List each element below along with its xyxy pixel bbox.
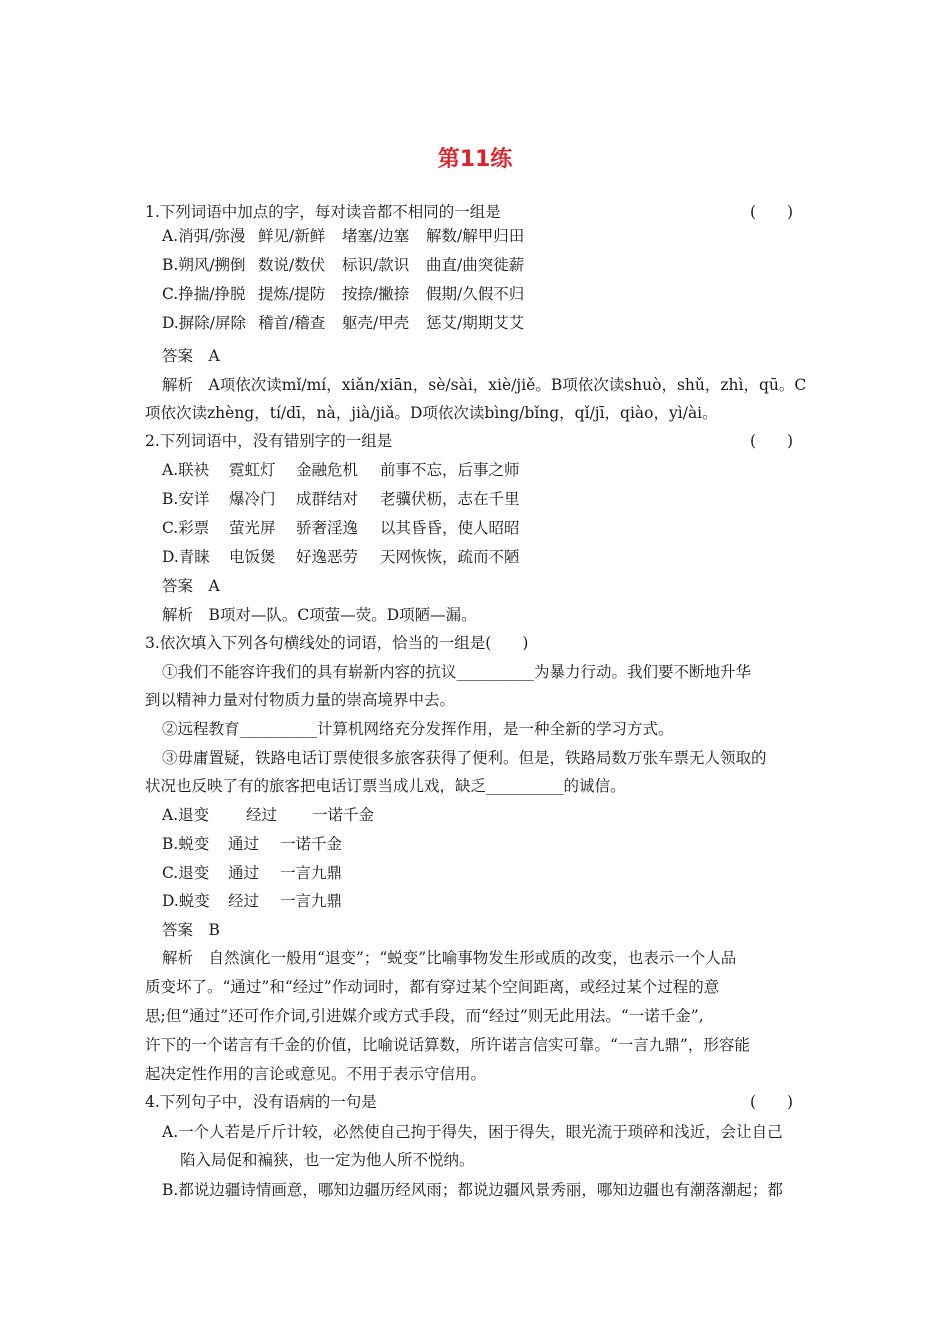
option-word: C.退变 xyxy=(162,864,210,882)
option-word: 提炼/提防 xyxy=(258,285,326,303)
option-word: 爆冷门 xyxy=(229,490,276,508)
option-word: 一诺千金 xyxy=(312,806,375,824)
option-word: B.朔风/搠倒 xyxy=(162,256,246,274)
option-word: 鲜见/新鲜 xyxy=(258,227,326,245)
option-word: 经过 xyxy=(228,892,260,910)
question-1-option-d xyxy=(162,313,524,333)
page-title: 第11练 xyxy=(437,147,513,172)
option-word: 通过 xyxy=(228,835,260,853)
option-word: A.联袂 xyxy=(162,461,210,479)
option-word: A.消弭/弥漫 xyxy=(162,227,246,245)
option-word: 按捺/撇捺 xyxy=(342,285,410,303)
option-word: 惩艾/期期艾艾 xyxy=(426,314,525,332)
option-word: 成群结对 xyxy=(296,490,359,508)
option-word: D.蜕变 xyxy=(162,892,210,910)
question-2-option-b xyxy=(162,489,520,509)
option-word: 通过 xyxy=(228,864,260,882)
question-1-answer: 答案 A xyxy=(162,347,220,365)
question-3-sentence-2: ②远程教育__________计算机网络充分发挥作用，是一种全新的学习方式。 xyxy=(162,720,674,738)
option-word: 以其昏昏，使人昭昭 xyxy=(380,519,520,537)
question-1-stem: 1.下列词语中加点的字，每对读音都不相同的一组是 xyxy=(145,203,501,221)
option-word: 电饭煲 xyxy=(229,548,276,566)
option-word: 天网恢恢，疏而不陋 xyxy=(380,548,520,566)
question-3-answer: 答案 B xyxy=(162,921,220,939)
option-word: 数说/数伏 xyxy=(258,256,326,274)
question-4-stem: 4.下列句子中，没有语病的一句是 xyxy=(145,1093,377,1111)
option-word: A.退变 xyxy=(162,806,210,824)
question-3-analysis-line-1: 解析 自然演化一般用“退变”；“蜕变”比喻事物发生形或质的改变，也表示一个人品 xyxy=(162,949,737,967)
question-2-analysis: 解析 B项对—队。C项萤—荧。D项陋—漏。 xyxy=(162,606,477,624)
question-1-analysis-line-1: 解析 A项依次读mǐ/mí，xiǎn/xiān，sè/sài，xiè/jiě。B项依次读shuò，shǔ，zhì，qū。C xyxy=(162,376,807,394)
question-2-option-a xyxy=(162,460,520,480)
question-2-option-c xyxy=(162,518,520,538)
option-word: C.挣揣/挣脱 xyxy=(162,285,246,303)
question-1-answer-blank: ( ) xyxy=(750,203,794,221)
question-3-option-a xyxy=(162,805,374,825)
question-1-option-a xyxy=(162,226,524,246)
question-3-option-b xyxy=(162,834,342,854)
question-3-sentence-1: ①我们不能容许我们的具有崭新内容的抗议__________为暴力行动。我们要不断地升华 xyxy=(162,663,752,681)
option-word: 曲直/曲突徙薪 xyxy=(426,256,525,274)
question-4-answer-blank: ( ) xyxy=(750,1093,794,1111)
option-word: 一言九鼎 xyxy=(280,892,343,910)
question-3-analysis-line-3: 思;但“通过”还可作介词,引进媒介或方式手段，而“经过”则无此用法。“一诺千金”, xyxy=(145,1007,704,1025)
question-2-option-d xyxy=(162,547,520,567)
option-word: B.安详 xyxy=(162,490,210,508)
question-3-stem: 3.依次填入下列各句横线处的词语，恰当的一组是( ) xyxy=(145,634,529,652)
question-3-sentence-1-cont: 到以精神力量对付物质力量的崇高境界中去。 xyxy=(145,691,456,709)
option-word: 骄奢淫逸 xyxy=(296,519,359,537)
option-word: 前事不忘，后事之师 xyxy=(380,461,520,479)
option-word: 躯壳/甲壳 xyxy=(342,314,410,332)
question-3-option-d xyxy=(162,891,342,911)
question-3-sentence-3-cont: 状况也反映了有的旅客把电话订票当成儿戏，缺乏__________的诚信。 xyxy=(145,777,626,795)
option-word: 好逸恶劳 xyxy=(296,548,359,566)
option-word: 一言九鼎 xyxy=(280,864,343,882)
option-word: 标识/款识 xyxy=(342,256,410,274)
question-4-option-a: A.一个人若是斤斤计较，必然使自己拘于得失，困于得失，眼光流于琐碎和浅近，会让自己 xyxy=(162,1123,783,1141)
option-word: C.彩票 xyxy=(162,519,210,537)
option-word: 金融危机 xyxy=(296,461,359,479)
question-1-analysis-line-2: 项依次读zhèng，tí/dī，nà，jià/jiǎ。D项依次读bìng/bǐng，qǐ/jī，qiào，yì/ài。 xyxy=(145,404,718,422)
question-1-option-c xyxy=(162,284,524,304)
option-word: 堵塞/边塞 xyxy=(342,227,410,245)
option-word: 假期/久假不归 xyxy=(426,285,525,303)
question-3-sentence-3: ③毋庸置疑，铁路电话订票使很多旅客获得了便利。但是，铁路局数万张车票无人领取的 xyxy=(162,749,767,767)
option-word: 稽首/稽查 xyxy=(258,314,326,332)
question-2-answer: 答案 A xyxy=(162,577,220,595)
option-word: 霓虹灯 xyxy=(229,461,276,479)
option-word: 老骥伏枥，志在千里 xyxy=(380,490,520,508)
option-word: D.摒除/屏除 xyxy=(162,314,247,332)
question-4-option-a-cont: 陷入局促和褊狭，也一定为他人所不悦纳。 xyxy=(180,1151,475,1169)
question-1-option-b xyxy=(162,255,524,275)
option-word: D.青睐 xyxy=(162,548,210,566)
option-word: 一诺千金 xyxy=(280,835,343,853)
question-2-answer-blank: ( ) xyxy=(750,432,794,450)
option-word: B.蜕变 xyxy=(162,835,210,853)
question-4-option-b: B.都说边疆诗情画意，哪知边疆历经风雨；都说边疆风景秀丽，哪知边疆也有潮落潮起；都 xyxy=(162,1181,783,1199)
option-word: 经过 xyxy=(246,806,278,824)
question-3-analysis-line-2: 质变坏了。“通过”和“经过”作动词时，都有穿过某个空间距离，或经过某个过程的意 xyxy=(145,978,720,996)
question-3-analysis-line-4: 许下的一个诺言有千金的价值，比喻说话算数，所许诺言信实可靠。“一言九鼎”，形容能 xyxy=(145,1036,750,1054)
option-word: 萤光屏 xyxy=(229,519,276,537)
option-word: 解数/解甲归田 xyxy=(426,227,525,245)
question-3-analysis-line-5: 起决定性作用的言论或意见。不用于表示守信用。 xyxy=(145,1065,487,1083)
question-2-stem: 2.下列词语中，没有错别字的一组是 xyxy=(145,432,393,450)
question-3-option-c xyxy=(162,863,342,883)
